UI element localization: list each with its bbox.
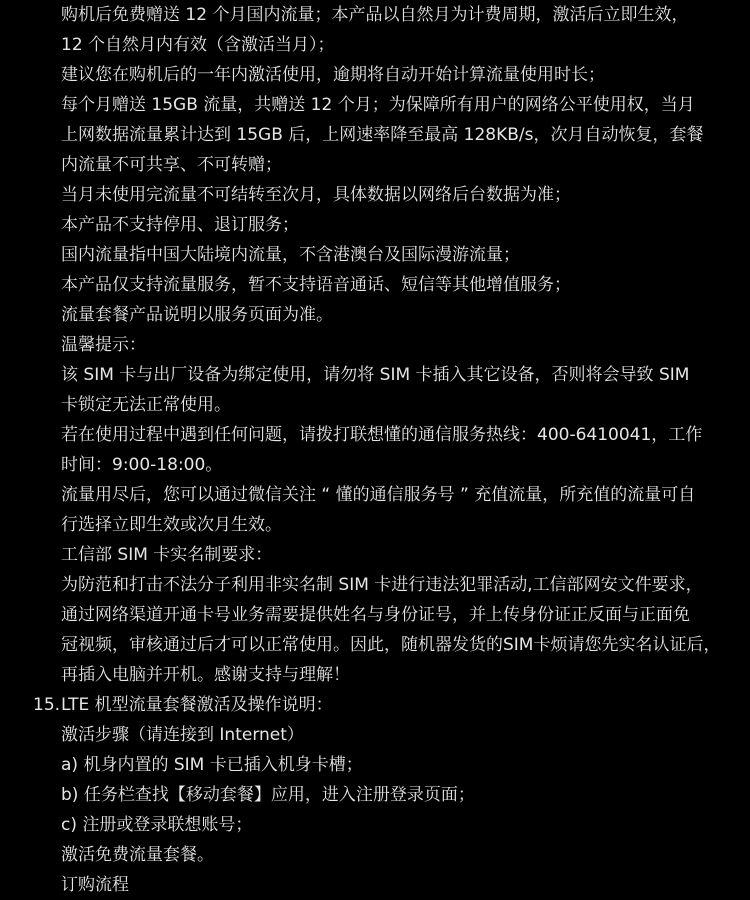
text-line: 该 SIM 卡与出厂设备为绑定使用，请勿将 SIM 卡插入其它设备，否则将会导致 SIM	[61, 365, 690, 385]
text-line: 当月未使用完流量不可结转至次月，具体数据以网络后台数据为准；	[61, 185, 571, 205]
text-line: 行选择立即生效或次月生效。	[61, 515, 282, 535]
text-line: 通过网络渠道开通卡号业务需要提供姓名与身份证号，并上传身份证正反面与正面免	[61, 605, 690, 625]
list-item-title: LTE 机型流量套餐激活及操作说明：	[61, 695, 333, 715]
text-line: 卡锁定无法正常使用。	[61, 395, 231, 415]
text-line: 国内流量指中国大陆境内流量，不含港澳台及国际漫游流量；	[61, 245, 520, 265]
text-line: 本产品仅支持流量服务，暂不支持语音通话、短信等其他增值服务；	[61, 275, 571, 295]
step-b: b) 任务栏查找【移动套餐】应用，进入注册登录页面；	[61, 785, 475, 805]
text-line: 时间：9:00-18:00。	[61, 455, 223, 475]
text-line: 流量套餐产品说明以服务页面为准。	[61, 305, 333, 325]
text-line: 若在使用过程中遇到任何问题，请拨打联想懂的通信服务热线：400-6410041，工作	[61, 425, 703, 445]
text-line: 流量用尽后，您可以通过微信关注 “ 懂的通信服务号 ” 充值流量，所充值的流量可自	[61, 485, 696, 505]
subheading-tips: 温馨提示：	[61, 335, 146, 355]
text-line: 激活步骤（请连接到 Internet）	[61, 725, 304, 745]
text-line: 12 个自然月内有效（含激活当月）；	[61, 35, 335, 55]
text-line: 每个月赠送 15GB 流量，共赠送 12 个月；为保障所有用户的网络公平使用权，当月	[61, 95, 695, 115]
step-c: c) 注册或登录联想账号；	[61, 815, 253, 835]
step-a: a) 机身内置的 SIM 卡已插入机身卡槽；	[61, 755, 363, 775]
list-item-number: 15.	[33, 695, 61, 715]
text-line: 建议您在购机后的一年内激活使用，逾期将自动开始计算流量使用时长；	[61, 65, 605, 85]
text-line: 冠视频，审核通过后才可以正常使用。因此，随机器发货的SIM卡烦请您先实名认证后，	[61, 635, 721, 655]
subheading-sim-realname: 工信部 SIM 卡实名制要求：	[61, 545, 273, 565]
text-line: 购机后免费赠送 12 个月国内流量；本产品以自然月为计费周期，激活后立即生效，	[61, 5, 689, 25]
text-line: 内流量不可共享、不可转赠；	[61, 155, 282, 175]
text-line: 激活免费流量套餐。	[61, 845, 214, 865]
text-line: 为防范和打击不法分子利用非实名制 SIM 卡进行违法犯罪活动,工信部网安文件要求，	[61, 575, 703, 595]
text-line: 上网数据流量累计达到 15GB 后，上网速率降至最高 128KB/s，次月自动恢复，套餐	[61, 125, 704, 145]
text-line: 再插入电脑并开机。感谢支持与理解！	[61, 665, 350, 685]
text-line: 本产品不支持停用、退订服务；	[61, 215, 299, 235]
text-line: 订购流程	[61, 875, 129, 895]
